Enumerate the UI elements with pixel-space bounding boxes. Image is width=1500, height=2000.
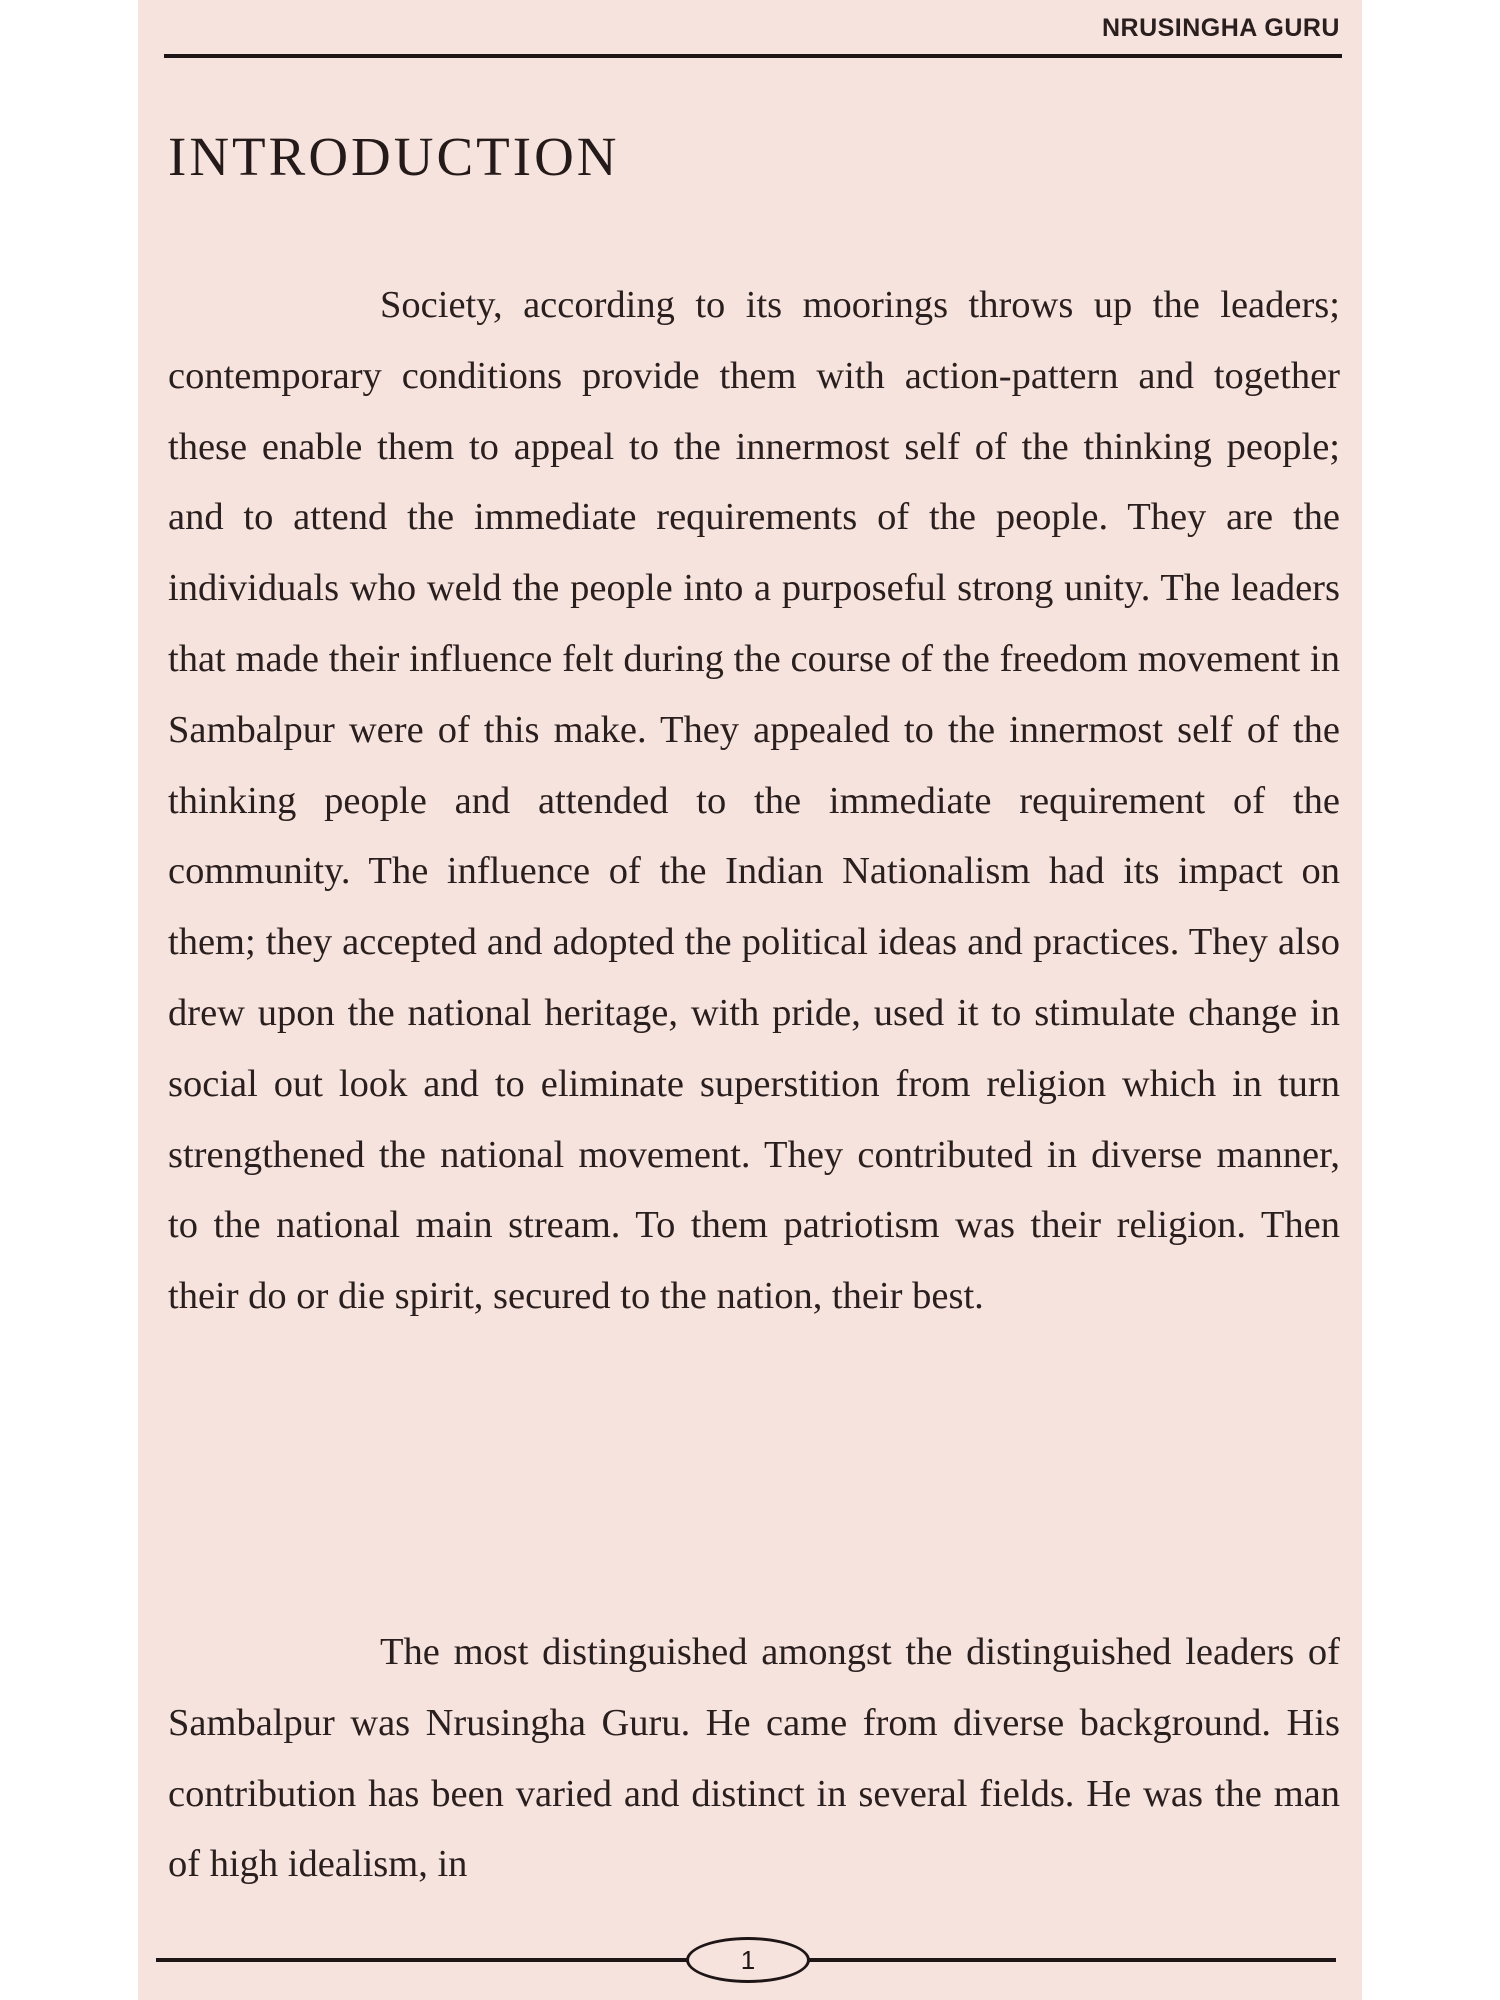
- footer-rule-right: [806, 1958, 1336, 1962]
- paragraph-1: Society, according to its moorings throws up the leaders; contemporary conditions provide them with action-pattern and together these enable them to appeal to the innermost self of the thinking people; and to attend the immediate requirements of the people. They are the individuals who weld the people into a purposeful strong unity. The leaders that made their influence felt during the course of the freedom movement in Sambalpur were of this make. They appealed to the innermost self of the thinking people and attended to the immediate requirement of the community. The influence of the Indian Nationalism had its impact on them; they accepted and adopted the political ideas and practices. They also drew upon the national heritage, with pride, used it to stimulate change in social out look and to eliminate superstition from religion which in turn strengthened the national movement. They contributed in diverse manner, to the national main stream. To them patriotism was their religion. Then their do or die spirit, secured to the nation, their best.: [168, 284, 1340, 1318]
- header-rule: [164, 54, 1342, 58]
- running-head: NRUSINGHA GURU: [1101, 14, 1340, 42]
- chapter-title: INTRODUCTION: [168, 126, 620, 187]
- footer-rule-left: [156, 1958, 696, 1962]
- book-page: [138, 0, 1362, 2000]
- paragraph-2: The most distinguished amongst the distinguished leaders of Sambalpur was Nrusingha Guru. He came from diverse background. His contribution has been varied and distinct in several fields. He was the man of high idealism, in: [168, 1631, 1340, 1886]
- page-number: 1: [686, 1937, 810, 1983]
